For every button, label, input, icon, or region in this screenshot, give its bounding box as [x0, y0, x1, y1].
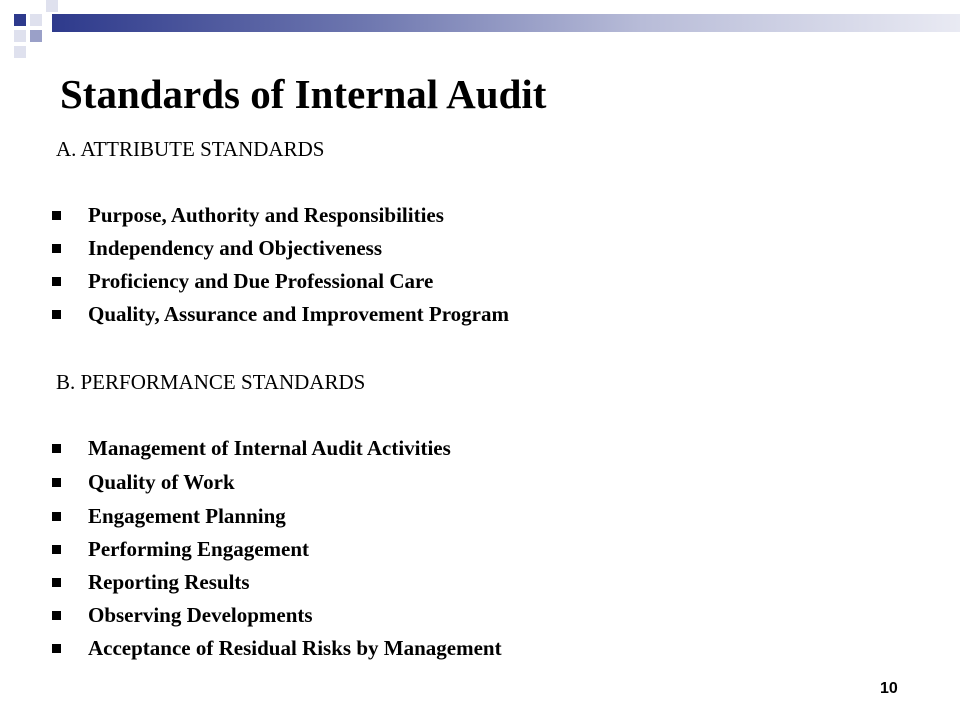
attribute-standards-heading: A. ATTRIBUTE STANDARDS [56, 137, 325, 161]
list-item [52, 603, 313, 627]
square-bullet-icon [52, 310, 61, 319]
square-bullet-icon [52, 478, 61, 487]
page-number: 10 [880, 680, 898, 697]
list-item [52, 269, 433, 293]
square-bullet-icon [52, 244, 61, 253]
header-gradient-bar [52, 14, 960, 32]
list-item [52, 504, 286, 528]
list-item-label: Performing Engagement [88, 536, 310, 561]
square-bullet-icon [52, 277, 61, 286]
square-bullet-icon [52, 444, 61, 453]
decor-square [14, 14, 26, 26]
slide-title: Standards of Internal Audit [60, 71, 547, 117]
square-bullet-icon [52, 545, 61, 554]
list-item-label: Independency and Objectiveness [88, 235, 383, 260]
list-item [52, 236, 382, 260]
list-item [52, 203, 444, 227]
square-bullet-icon [52, 644, 61, 653]
list-item [52, 537, 309, 561]
list-item [52, 470, 235, 494]
list-item-label: Reporting Results [88, 569, 250, 594]
decor-square [14, 46, 26, 58]
list-item [52, 436, 451, 460]
square-bullet-icon [52, 512, 61, 521]
square-bullet-icon [52, 611, 61, 620]
list-item-label: Management of Internal Audit Activities [88, 435, 451, 460]
list-item-label: Observing Developments [88, 602, 313, 627]
list-item-label: Proficiency and Due Professional Care [88, 268, 434, 293]
decor-square [30, 14, 42, 26]
performance-standards-heading: B. PERFORMANCE STANDARDS [56, 370, 366, 394]
list-item-label: Quality, Assurance and Improvement Program [88, 301, 509, 326]
list-item-label: Acceptance of Residual Risks by Management [88, 635, 502, 660]
list-item-label: Purpose, Authority and Responsibilities [88, 202, 444, 227]
square-bullet-icon [52, 211, 61, 220]
list-item [52, 570, 250, 594]
list-item [52, 302, 509, 326]
decor-square [14, 30, 26, 42]
decor-square [30, 30, 42, 42]
square-bullet-icon [52, 578, 61, 587]
list-item-label: Quality of Work [88, 469, 235, 494]
decor-square [46, 0, 58, 12]
list-item-label: Engagement Planning [88, 503, 286, 528]
list-item [52, 636, 502, 660]
